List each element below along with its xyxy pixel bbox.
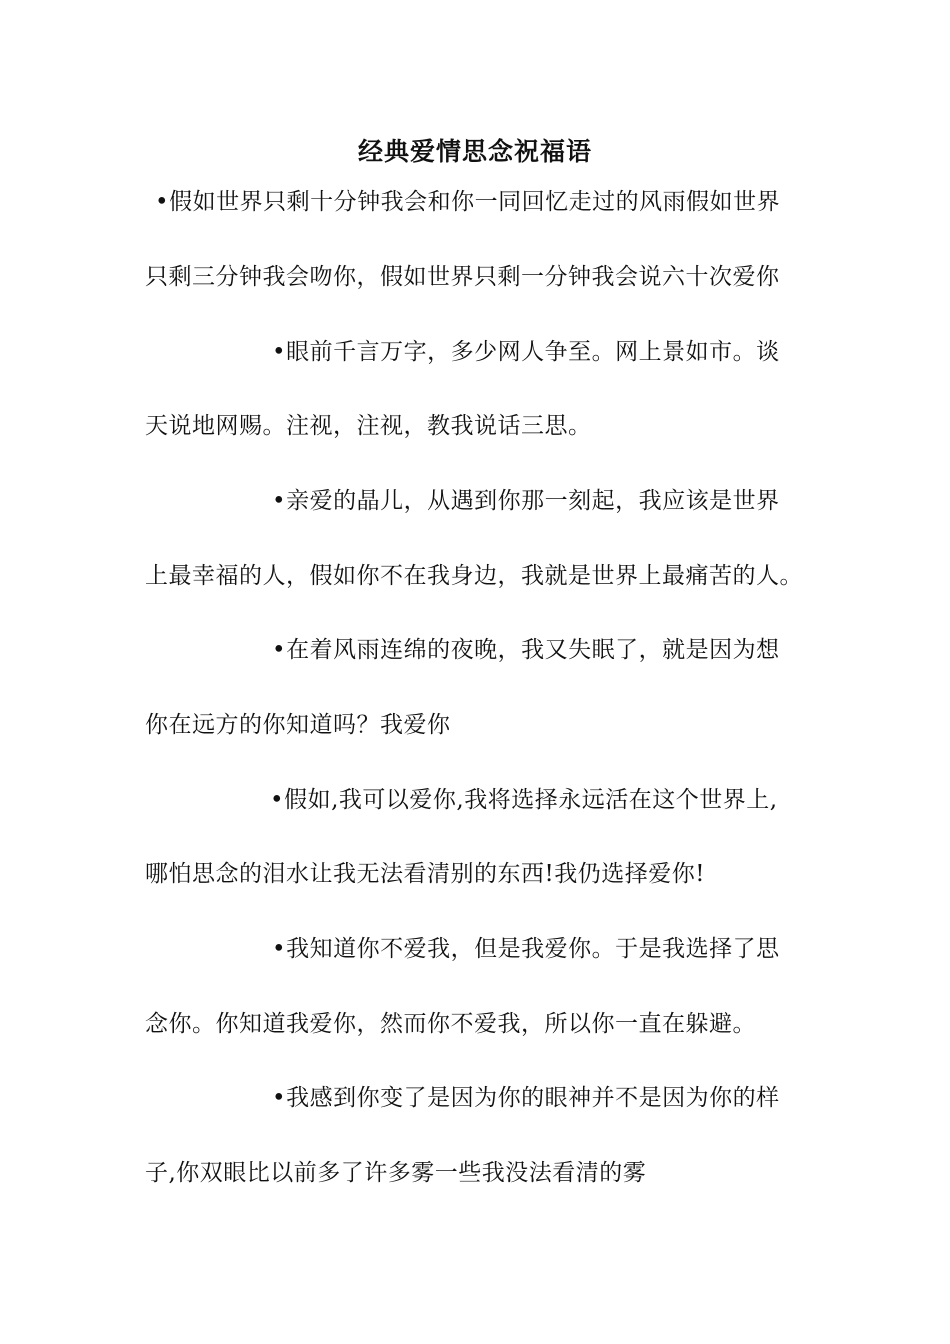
paragraph-2-line-2: 天说地网赐。注视，注视，教我说话三思。 <box>145 413 592 439</box>
document-title: 经典爱情思念祝福语 <box>357 137 592 166</box>
paragraph-3-line-1: •亲爱的晶儿，从遇到你那一刻起，我应该是世界 <box>272 488 780 514</box>
paragraph-7-line-1: •我感到你变了是因为你的眼神并不是因为你的样 <box>272 1085 780 1111</box>
paragraph-2-line-1: •眼前千言万字，多少网人争至。网上景如市。谈 <box>272 339 780 365</box>
paragraph-5-line-1: •假如,我可以爱你,我将选择永远活在这个世界上, <box>270 787 778 813</box>
paragraph-3-line-2: 上最幸福的人，假如你不在我身边，我就是世界上最痛苦的人。 <box>145 563 803 589</box>
paragraph-4-line-1: •在着风雨连绵的夜晚，我又失眠了，就是因为想 <box>272 637 780 663</box>
paragraph-5-line-2: 哪怕思念的泪水让我无法看清别的东西!我仍选择爱你! <box>145 861 705 887</box>
paragraph-4-line-2: 你在远方的你知道吗？我爱你 <box>145 712 451 738</box>
paragraph-7-line-2: 子,你双眼比以前多了许多雾一些我没法看清的雾 <box>145 1160 647 1186</box>
paragraph-6-line-2: 念你。你知道我爱你，然而你不爱我，所以你一直在躲避。 <box>145 1011 756 1037</box>
paragraph-1-line-1: •假如世界只剩十分钟我会和你一同回忆走过的风雨假如世界 <box>155 189 781 215</box>
paragraph-1-line-2: 只剩三分钟我会吻你，假如世界只剩一分钟我会说六十次爱你 <box>145 264 780 290</box>
paragraph-6-line-1: •我知道你不爱我，但是我爱你。于是我选择了思 <box>272 936 780 962</box>
